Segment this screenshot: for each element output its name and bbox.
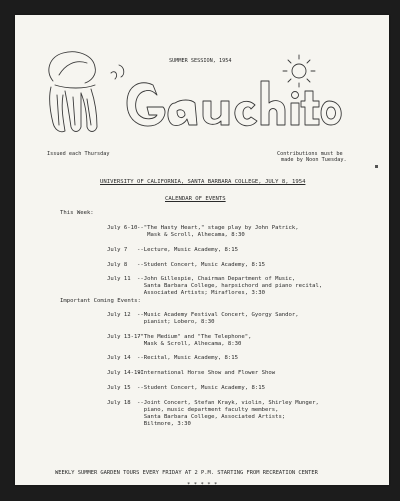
event-description-line: --Recital, Music Academy, 8:15 [137,355,239,361]
event-date: July 13-17 [107,334,141,340]
masthead-drawing [15,15,389,165]
event-description-line: Santa Barbara College, Associated Artists; [137,414,286,420]
contributions-note-line1: Contributions must be [277,151,343,157]
session-label: SUMMER SESSION, 1954 [169,58,232,64]
event-description-line: -International Horse Show and Flower Show [137,370,276,376]
contributions-note-line2: made by Noon Tuesday. [281,157,347,163]
event-date: July 18 [107,400,131,406]
event-description-line: --Student Concert, Music Academy, 8:15 [137,262,265,268]
event-description-line: Associated Artists; Miraflores, 3:30 [137,290,265,296]
event-date: July 12 [107,312,131,318]
section-coming-events: Important Coming Events: [60,298,141,304]
event-description-line: --"The Hasty Heart," stage play by John Patrick, [137,225,299,231]
garden-tours-note: WEEKLY SUMMER GARDEN TOURS EVERY FRIDAY AT 2 P.M. STARTING FROM RECREATION CENTER [55,470,318,476]
event-description-line: Santa Barbara College, harpsichord and piano recital, [137,283,323,289]
section-this-week: This Week: [60,210,94,216]
edge-mark [375,165,378,168]
gaucho-figure-icon [49,52,124,132]
footer-stars: * * * * * [187,482,218,485]
event-description-line: piano, music department faculty members, [137,407,279,413]
event-description-line: -"The Medium" and "The Telephone", [137,334,252,340]
sun-icon [283,55,315,87]
event-date: July 6-10 [107,225,138,231]
event-description-line: pianist; Lobero, 8:30 [137,319,215,325]
event-date: July 8 [107,262,128,268]
event-date: July 14 [107,355,131,361]
institution-dateline: UNIVERSITY OF CALIFORNIA, SANTA BARBARA COLLEGE, JULY 8, 1954 [100,179,306,185]
document-page [15,15,389,485]
event-description-line: --Lecture, Music Academy, 8:15 [137,247,239,253]
event-date: July 14-19 [107,370,141,376]
issued-note: Issued each Thursday [47,151,110,157]
event-description-line: Mask & Scroll, Alhecama, 8:30 [137,341,242,347]
title-lettering [127,81,341,126]
event-date: July 7 [107,247,128,253]
event-description-line: --Joint Concert, Stefan Krayk, violin, Shirley Munger, [137,400,319,406]
event-description-line: --Student Concert, Music Academy, 8:15 [137,385,265,391]
event-description-line: --Music Academy Festival Concert, Gyorgy Sandor, [137,312,299,318]
event-date: July 15 [107,385,131,391]
calendar-heading: CALENDAR OF EVENTS [165,196,226,202]
event-description-line: Biltmore, 3:30 [137,421,191,427]
event-description-line: --John Gillespie, Chairman Department of Music, [137,276,296,282]
event-description-line: Mask & Scroll, Alhecama, 8:30 [137,232,245,238]
event-date: July 11 [107,276,131,282]
